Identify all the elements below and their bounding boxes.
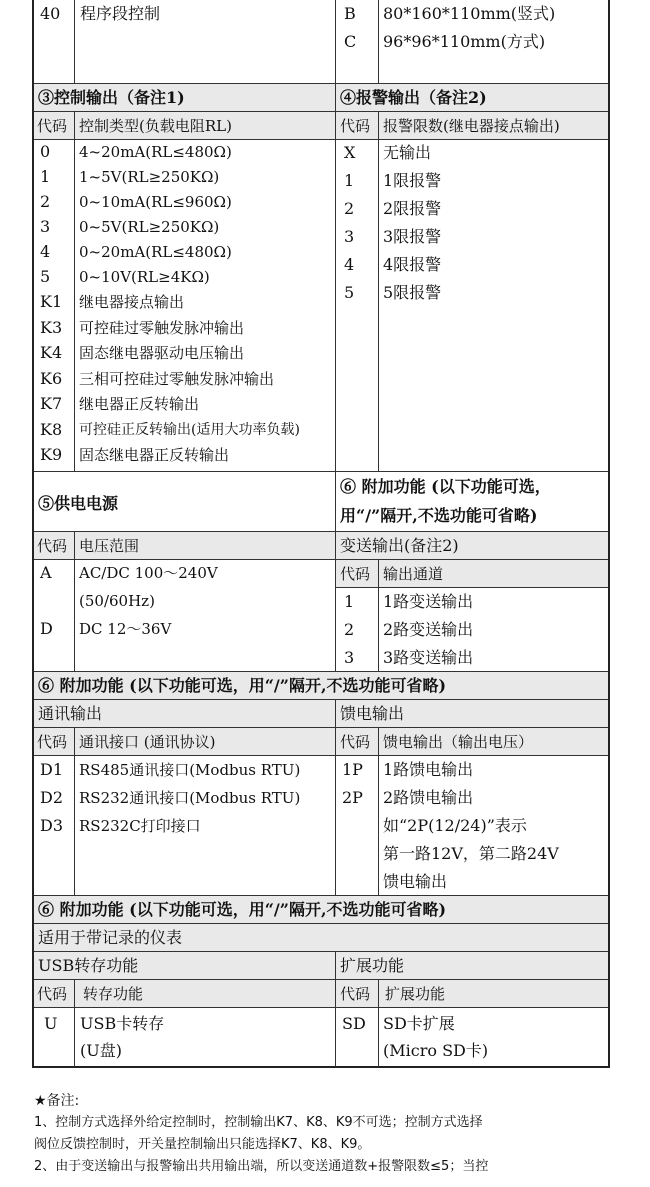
sd-desc: (Micro SD卡) — [383, 1041, 489, 1060]
alarm-code: 5 — [344, 283, 355, 302]
usb-subtitle: USB转存功能 — [38, 956, 139, 975]
alarm-desc: 4限报警 — [383, 255, 442, 274]
control-desc: 0~10mA(RL≤960Ω) — [79, 193, 232, 211]
col-desc: 电压范围 — [79, 537, 140, 555]
notes-block — [34, 1090, 624, 1178]
power-desc: AC/DC 100～240V — [79, 564, 218, 582]
expand-subtitle: 扩展功能 — [340, 956, 405, 975]
usb-desc: USB卡转存 — [80, 1014, 165, 1033]
extra-function-title: ⑥ 附加功能 (以下功能可选， — [340, 477, 551, 496]
control-desc: 0~10V(RL≥4KΩ) — [79, 268, 210, 286]
alarm-code: 4 — [344, 255, 355, 274]
feed-code: 2P — [342, 788, 363, 807]
control-code: K8 — [40, 420, 63, 439]
control-desc: 三相可控硅过零触发脉冲输出 — [79, 370, 275, 388]
transmit-desc: 2路变送输出 — [383, 620, 474, 639]
usb-desc: (U盘) — [80, 1041, 122, 1060]
alarm-code: X — [344, 143, 356, 162]
extra-function-title: ⑥ 附加功能 (以下功能可选，用“/”隔开,不选功能可省略) — [38, 900, 447, 919]
col-desc: 通讯接口 (通讯协议) — [79, 733, 216, 751]
top-code: 40 — [40, 4, 61, 23]
transmit-code: 2 — [344, 620, 355, 639]
top-right-text: 96*96*110mm(方式) — [383, 32, 546, 51]
control-desc: 固态继电器正反转输出 — [79, 446, 230, 464]
comm-output-subtitle: 通讯输出 — [38, 704, 103, 723]
transmit-desc: 3路变送输出 — [383, 648, 474, 667]
note-line: 1、控制方式选择外给定控制时，控制输出K7、K8、K9不可选；控制方式选择 — [34, 1115, 483, 1130]
feed-code: 1P — [342, 760, 363, 779]
comm-desc: RS232C打印接口 — [79, 817, 201, 835]
feed-output-subtitle: 馈电输出 — [340, 704, 405, 723]
col-code: 代码 — [340, 733, 371, 751]
alarm-desc: 2限报警 — [383, 199, 442, 218]
control-desc: 可控硅过零触发脉冲输出 — [79, 319, 245, 337]
header-bg — [336, 560, 608, 588]
alarm-desc: 5限报警 — [383, 283, 442, 302]
extra-function-title: ⑥ 附加功能 (以下功能可选，用“/”隔开,不选功能可省略) — [38, 676, 447, 695]
col-desc: 控制类型(负载电阻RL) — [79, 117, 232, 135]
power-desc: DC 12～36V — [79, 620, 172, 638]
notes-title: ★备注: — [34, 1093, 80, 1109]
control-desc: 继电器正反转输出 — [79, 395, 200, 413]
control-code: 3 — [40, 217, 51, 236]
control-code: 1 — [40, 167, 51, 186]
col-code: 代码 — [37, 733, 68, 751]
power-desc: (50/60Hz) — [79, 592, 155, 610]
alarm-output-title: ④报警输出（备注2) — [340, 88, 487, 107]
comm-code: D3 — [40, 816, 64, 835]
col-code: 代码 — [37, 537, 68, 555]
top-right-code: B — [344, 4, 356, 23]
control-code: 5 — [40, 267, 51, 286]
alarm-code: 1 — [344, 171, 355, 190]
alarm-code: 2 — [344, 199, 355, 218]
control-code: 4 — [40, 242, 51, 261]
col-desc: 报警限数(继电器接点输出) — [383, 117, 560, 135]
col-desc: 转存功能 — [83, 985, 144, 1003]
transmit-code: 1 — [344, 592, 355, 611]
power-code: D — [40, 619, 53, 638]
control-code: K6 — [40, 369, 63, 388]
extra-function-title: 用“/”隔开,不选功能可省略) — [340, 506, 538, 525]
control-code: K3 — [40, 318, 63, 337]
col-code: 代码 — [37, 985, 68, 1003]
transmit-code: 3 — [344, 648, 355, 667]
power-supply-title: ⑤供电电源 — [38, 494, 119, 513]
control-desc: 固态继电器驱动电压输出 — [79, 344, 245, 362]
feed-desc: 2路馈电输出 — [383, 788, 474, 807]
usb-code: U — [44, 1014, 58, 1033]
control-desc: 0~20mA(RL≤480Ω) — [79, 243, 232, 261]
control-code: 0 — [40, 142, 51, 161]
col-desc: 馈电输出（输出电压） — [383, 733, 534, 751]
top-name: 程序段控制 — [80, 4, 161, 23]
comm-code: D2 — [40, 788, 64, 807]
transmit-output-subtitle: 变送输出(备注2) — [340, 536, 459, 555]
col-desc: 输出通道 — [383, 565, 444, 583]
col-code: 代码 — [340, 565, 371, 583]
comm-desc: RS485通讯接口(Modbus RTU) — [79, 761, 301, 779]
col-code: 代码 — [340, 117, 371, 135]
control-code: K7 — [40, 394, 63, 413]
sd-desc: SD卡扩展 — [383, 1014, 455, 1033]
top-right-code: C — [344, 32, 357, 51]
alarm-desc: 3限报警 — [383, 227, 442, 246]
feed-note: 如“2P(12/24)”表示 — [383, 816, 527, 835]
feed-note: 第一路12V，第二路24V — [383, 844, 559, 863]
control-desc: 可控硅正反转输出(适用大功率负载) — [79, 422, 300, 438]
control-code: K1 — [40, 292, 63, 311]
comm-code: D1 — [40, 760, 64, 779]
control-desc: 1~5V(RL≥250KΩ) — [79, 168, 220, 186]
power-code: A — [40, 563, 52, 582]
control-desc: 4~20mA(RL≤480Ω) — [79, 143, 232, 161]
control-code: K4 — [40, 343, 63, 362]
control-desc: 继电器接点输出 — [79, 293, 185, 311]
feed-desc: 1路馈电输出 — [383, 760, 474, 779]
comm-desc: RS232通讯接口(Modbus RTU) — [79, 789, 301, 807]
col-code: 代码 — [37, 117, 68, 135]
recorder-scope: 适用于带记录的仪表 — [38, 928, 183, 947]
alarm-code: 3 — [344, 227, 355, 246]
sd-code: SD — [342, 1014, 366, 1033]
control-output-title: ③控制输出（备注1) — [38, 88, 185, 107]
feed-note: 馈电输出 — [383, 872, 448, 891]
note-line: 阀位反馈控制时，开关量控制输出只能选择K7、K8、K9。 — [34, 1137, 371, 1152]
control-code: 2 — [40, 192, 51, 211]
control-desc: 0~5V(RL≥250KΩ) — [79, 218, 220, 236]
top-right-text: 80*160*110mm(竖式) — [383, 4, 556, 23]
alarm-desc: 1限报警 — [383, 171, 442, 190]
transmit-desc: 1路变送输出 — [383, 592, 474, 611]
note-line: 2、由于变送输出与报警输出共用输出端，所以变送通道数+报警限数≤5；当控 — [34, 1159, 489, 1174]
col-code: 代码 — [340, 985, 371, 1003]
alarm-desc: 无输出 — [383, 143, 432, 162]
control-code: K9 — [40, 445, 63, 464]
col-desc: 扩展功能 — [385, 985, 446, 1003]
